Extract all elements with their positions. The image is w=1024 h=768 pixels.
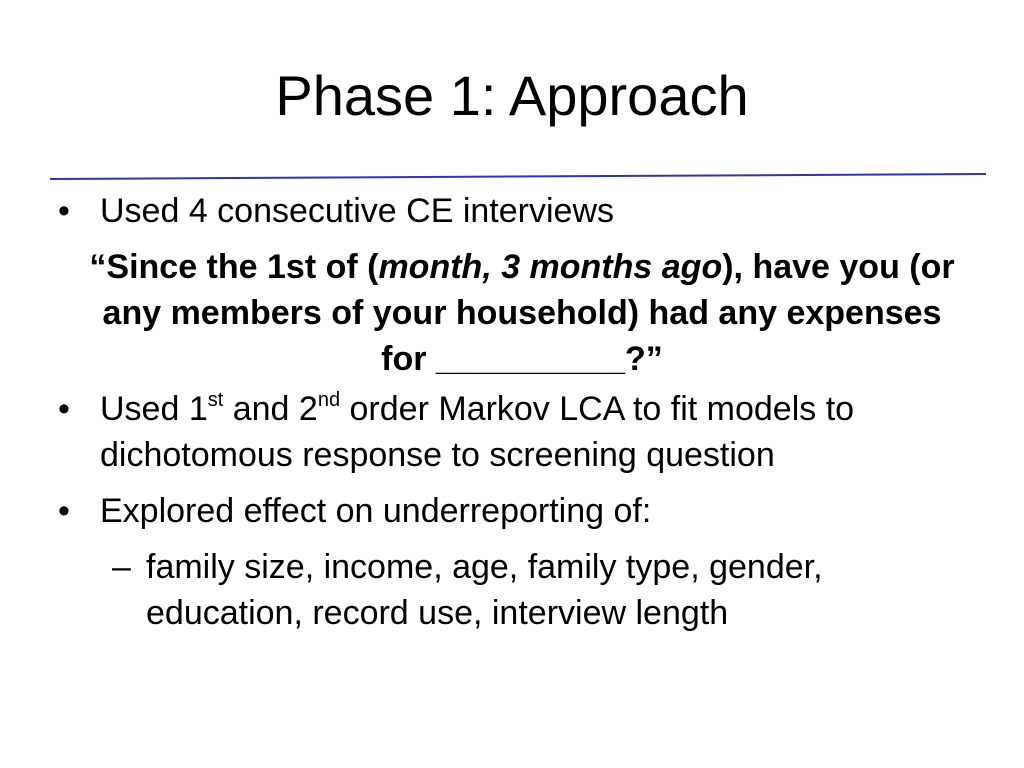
- quote-close: ), have you (or any members of your household) had any expenses for __________?”: [102, 248, 955, 378]
- bullet-markov-lca: [58, 386, 978, 478]
- slide-title: Phase 1: Approach: [275, 64, 749, 127]
- screening-question-quote: [58, 244, 978, 382]
- bullet-text-part3: order Markov LCA to fit models to dichotomous response to screening question: [100, 390, 855, 474]
- bullet-text-part1: Used 1: [100, 390, 208, 428]
- superscript-st: st: [207, 389, 224, 411]
- bullet-text-part2: and 2: [223, 390, 318, 428]
- sub-bullet-marker: –: [112, 548, 131, 586]
- slide-body: [58, 188, 978, 636]
- bullet-consecutive-interviews: [58, 188, 978, 234]
- bullet-marker: •: [58, 390, 70, 428]
- sub-bullet-factors: [58, 544, 978, 636]
- bullet-text: Used 4 consecutive CE interviews: [100, 192, 615, 230]
- bullet-marker: •: [58, 192, 70, 230]
- sub-bullet-text: family size, income, age, family type, gender, education, record use, interview length: [146, 548, 823, 632]
- bullet-text: Explored effect on underreporting of:: [100, 492, 652, 530]
- quote-open: “Since the 1st of (: [89, 248, 379, 286]
- quote-italic: month, 3 months ago: [378, 248, 723, 286]
- title-divider: [50, 170, 986, 182]
- superscript-nd: nd: [317, 389, 341, 411]
- bullet-explored-effect: [58, 488, 978, 534]
- bullet-marker: •: [58, 492, 70, 530]
